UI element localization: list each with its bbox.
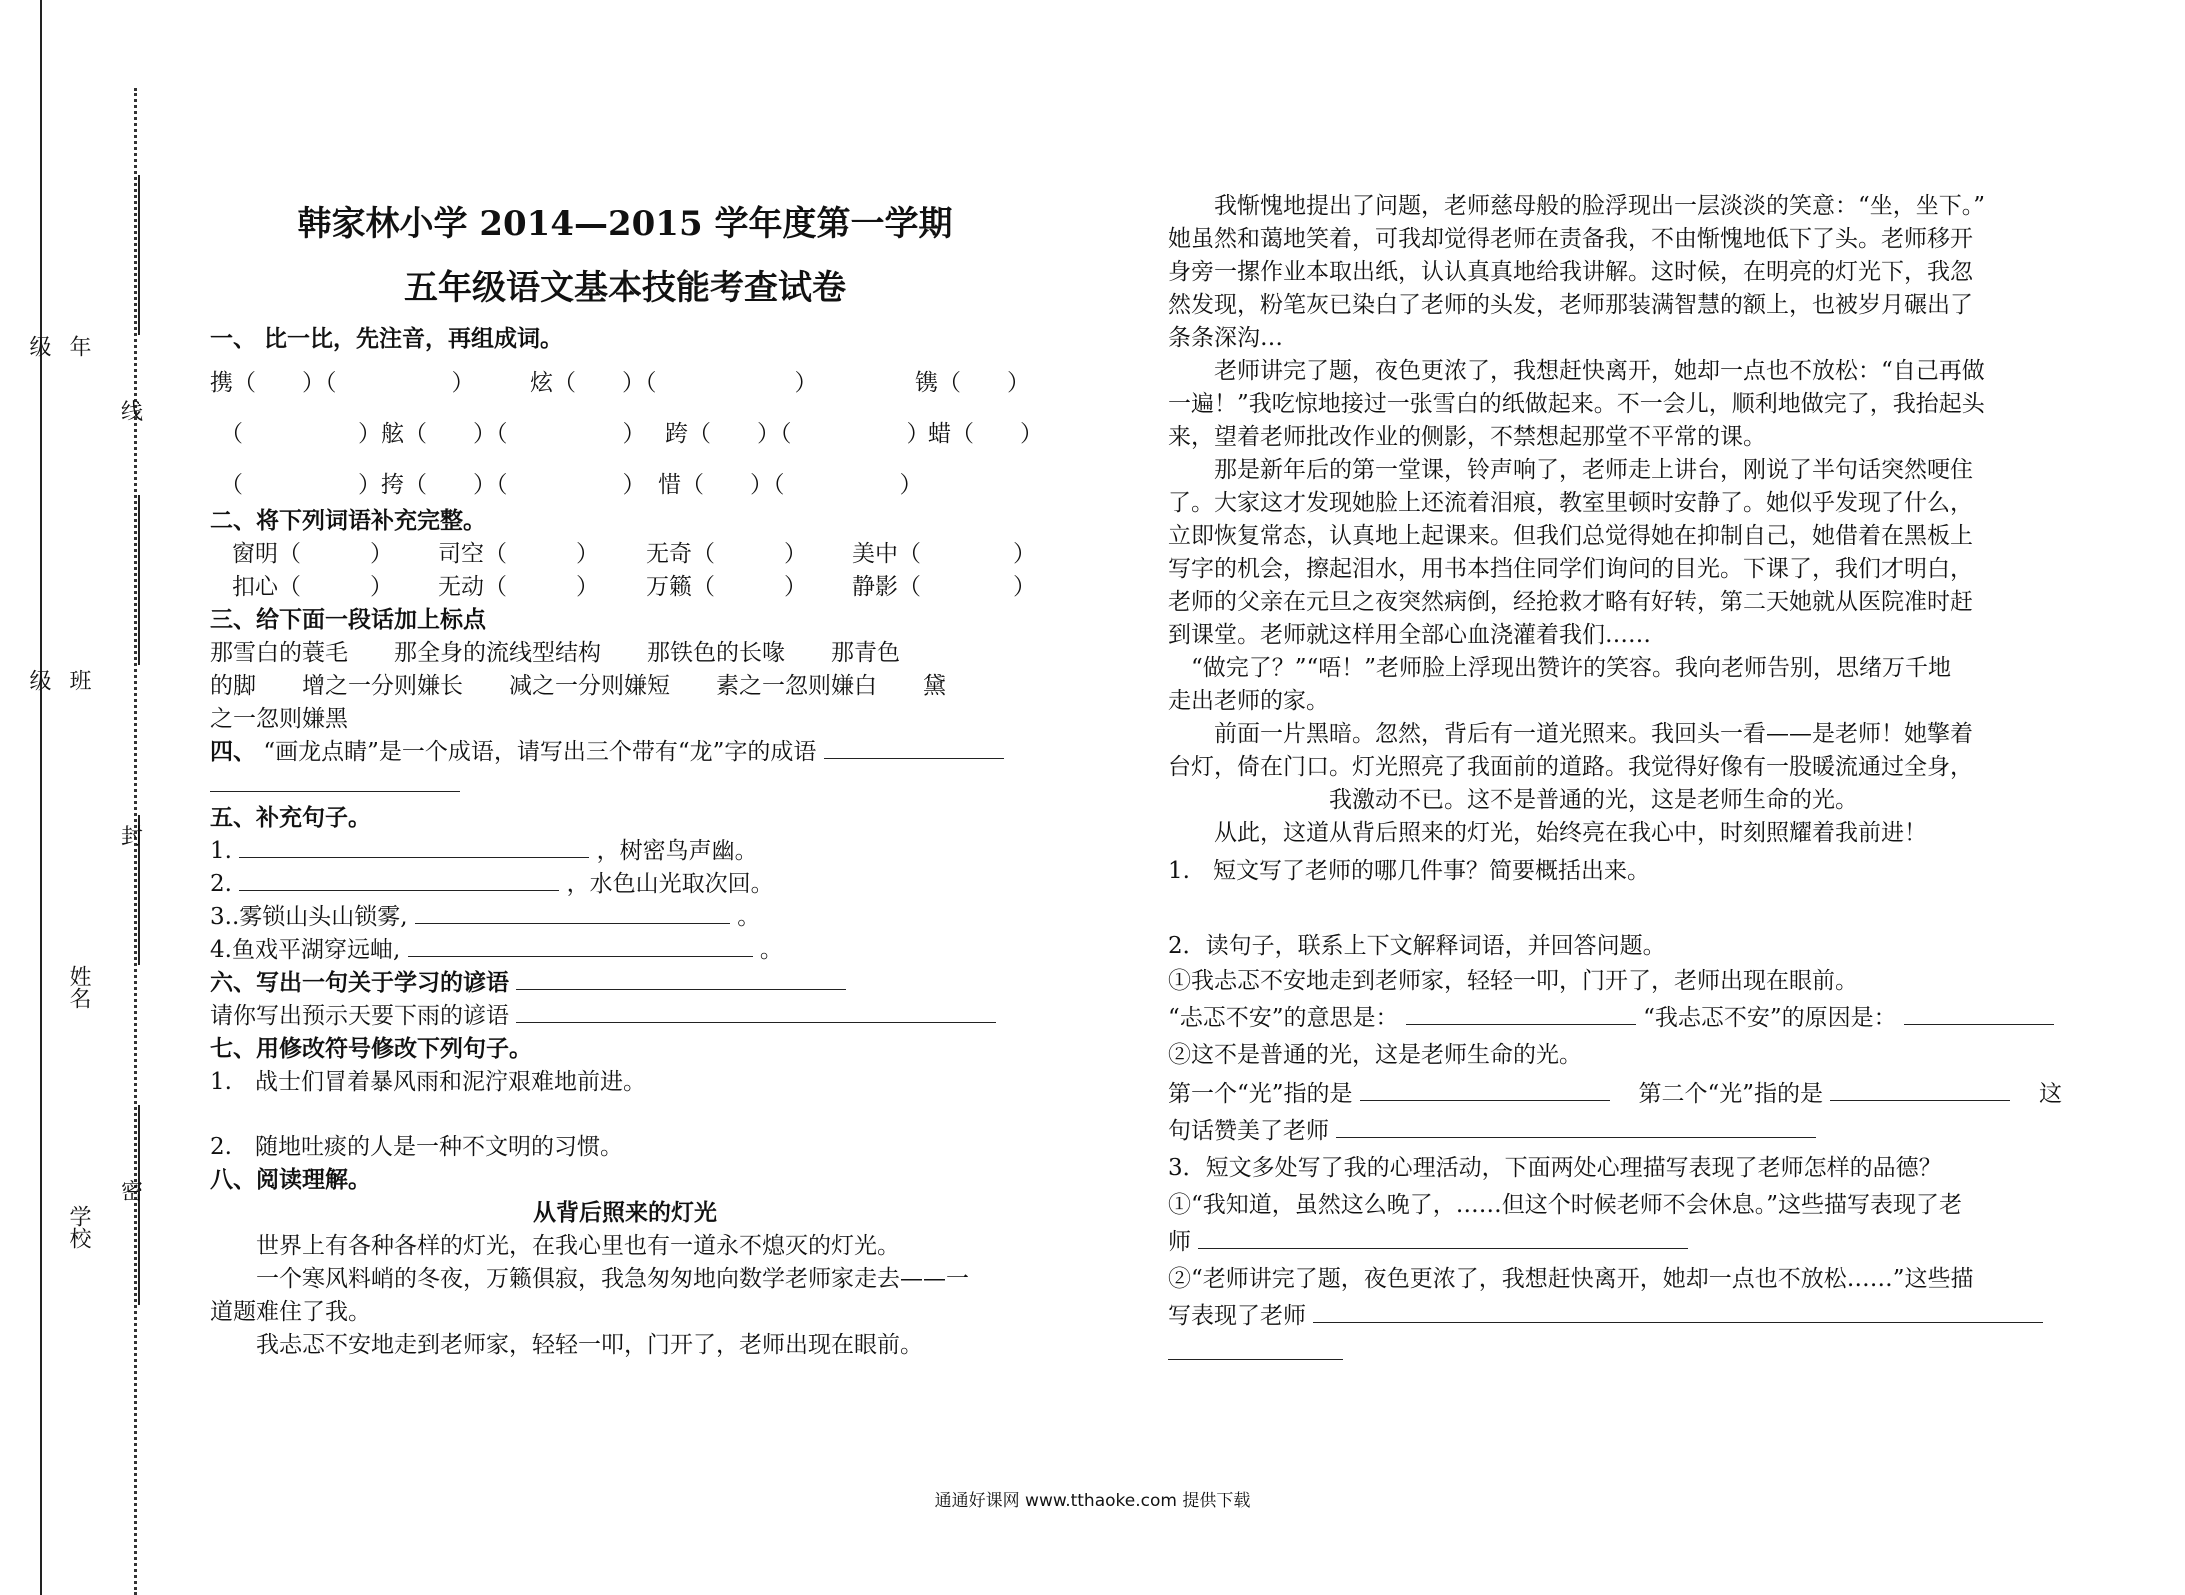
punctuation-passage-line: 的脚 增之一分则嫌长 减之一分则嫌短 素之一忽则嫌白 黛 <box>210 673 946 699</box>
story-line: 身旁一摞作业本取出纸，认认真真地给我讲解。这时候，在明亮的灯光下，我忽 <box>1168 259 1973 285</box>
sentence-head: 4.鱼戏平湖穿远岫, <box>210 937 401 963</box>
question-2: 2．读句子，联系上下文解释词语，并回答问题。 <box>1168 933 1666 959</box>
story-line: 到课堂。老师就这样用全部心血浇灌着我们…… <box>1168 622 1651 648</box>
pinyin-blank[interactable]: （ ）挎（ ）（ ） <box>220 472 646 498</box>
story-line: 老师的父亲在元旦之夜突然病倒，经抢救才略有好转，第二天她就从医院准时赶 <box>1168 589 1973 615</box>
question-3-answer-2 <box>1168 1300 2043 1333</box>
sentence-tail: ，树密鸟声幽。 <box>596 838 758 864</box>
story-line: 老师讲完了题，夜色更浓了，我想赶快离开，她却一点也不放松：“自己再做 <box>1168 358 1985 384</box>
class-line[interactable] <box>138 495 140 665</box>
section-8-heading: 八、阅读理解。 <box>210 1167 371 1193</box>
class-field <box>26 495 98 695</box>
question-3-continuation <box>1168 1337 1343 1370</box>
answer-blank[interactable] <box>1830 1078 2010 1101</box>
answer-blank[interactable] <box>408 934 753 957</box>
fill-sentence-4 <box>210 934 783 967</box>
story-line: 从此，这道从背后照来的灯光，始终亮在我心中，时刻照耀着我前进！ <box>1168 820 1927 846</box>
question-3-sentence-1: ①“我知道，虽然这么晚了，……但这个时候老师不会休息。”这些描写表现了老 <box>1168 1192 1963 1218</box>
answer-blank[interactable] <box>415 901 730 924</box>
punctuation-passage-line: 那雪白的蓑毛 那全身的流线型结构 那铁色的长喙 那青色 <box>210 640 900 666</box>
answer-blank[interactable] <box>1904 1002 2054 1025</box>
story-line: 立即恢复常态，认真地上起课来。但我们总觉得她在抑制自己，她借着在黑板上 <box>1168 523 1973 549</box>
proverb-prompt: 请你写出预示天要下雨的谚语 <box>210 1003 509 1029</box>
school-label: 学校 <box>66 1205 91 1249</box>
story-line: 台灯，倚在门口。灯光照亮了我面前的道路。我觉得好像有一股暖流通过全身， <box>1168 754 1973 780</box>
exam-title: 韩家林小学 2014—2015 学年度第一学期 <box>297 204 953 244</box>
grade-label: 年级 <box>26 335 91 357</box>
revise-sentence-1: 1. 战士们冒着暴风雨和泥泞艰难地前进。 <box>210 1069 646 1095</box>
fill-sentence-3 <box>210 901 760 934</box>
section-2-heading: 二、将下列词语补充完整。 <box>210 508 486 534</box>
section-1-heading: 一、 比一比，先注音，再组成词。 <box>210 326 564 352</box>
section-4-continuation <box>210 769 460 802</box>
story-line: 一个寒风料峭的冬夜，万籁俱寂，我急匆匆地向数学老师家走去——一 <box>210 1266 969 1292</box>
story-title: 从背后照来的灯光 <box>533 1200 717 1226</box>
punctuation-passage-line: 之一忽则嫌黑 <box>210 706 348 732</box>
class-label: 班级 <box>26 669 91 691</box>
fill-sentence-1 <box>210 835 758 868</box>
continuation-word: 这 <box>2038 1081 2062 1107</box>
praise-prompt: 句话赞美了老师 <box>1168 1118 1329 1144</box>
story-line: 我激动不已。这不是普通的光，这是老师生命的光。 <box>1168 787 1858 813</box>
answer-blank[interactable] <box>516 1000 996 1023</box>
pinyin-blank[interactable]: 携（ ）（ ） <box>210 370 475 396</box>
page-border <box>40 0 42 1595</box>
section-1-row-2 <box>210 418 1043 451</box>
pinyin-blank[interactable]: 跨（ ）（ ） <box>665 421 930 447</box>
name-field <box>58 815 98 1015</box>
answer-blank[interactable] <box>516 967 846 990</box>
story-line: 我惭愧地提出了问题，老师慈母般的脸浮现出一层淡淡的笑意：“坐，坐下。” <box>1168 193 1986 219</box>
answer-blank[interactable] <box>1168 1337 1343 1360</box>
question-1: 1. 短文写了老师的哪几件事？简要概括出来。 <box>1168 858 1650 884</box>
question-2-part-c <box>1168 1115 1816 1148</box>
question-2-sentence-2: ②这不是普通的光，这是老师生命的光。 <box>1168 1042 1582 1068</box>
section-5-heading: 五、补充句子。 <box>210 805 371 831</box>
section-4-heading: 四、 <box>210 739 256 765</box>
story-line: “做完了？”“唔！”老师脸上浮现出赞许的笑容。我向老师告别，思绪万千地 <box>1168 655 1952 681</box>
reason-prompt: “我忐忑不安”的原因是： <box>1643 1005 1897 1031</box>
answer-blank[interactable] <box>1406 1002 1636 1025</box>
light-1-prompt: 第一个“光”指的是 <box>1168 1081 1353 1107</box>
idiom-blank[interactable]: 无奇（ ） <box>646 541 807 567</box>
story-line: 条条深沟… <box>1168 325 1283 351</box>
story-line: 道题难住了我。 <box>210 1299 371 1325</box>
item-number: 1. <box>210 838 232 864</box>
story-line: 写字的机会，擦起泪水，用书本挡住同学们询问的目光。下课了，我们才明白， <box>1168 556 1973 582</box>
seal-char-feng: 封 <box>120 825 143 850</box>
question-2-sentence-1: ①我忐忑不安地走到老师家，轻轻一叩，门开了，老师出现在眼前。 <box>1168 968 1858 994</box>
question-3-sentence-2: ②“老师讲完了题，夜色更浓了，我想赶快离开，她却一点也不放松……”这些描 <box>1168 1266 1974 1292</box>
pinyin-blank[interactable]: 镌（ ） <box>915 370 1030 396</box>
idiom-blank[interactable]: 美中（ ） <box>852 541 1036 567</box>
pinyin-blank[interactable]: 蜡（ ） <box>928 421 1043 447</box>
grade-line[interactable] <box>138 175 140 335</box>
school-field <box>58 1105 98 1305</box>
idiom-blank[interactable]: 万籁（ ） <box>646 574 807 600</box>
sentence-tail: ，水色山光取次回。 <box>566 871 774 897</box>
revise-sentence-2: 2. 随地吐痰的人是一种不文明的习惯。 <box>210 1134 623 1160</box>
seal-char-xian: 线 <box>120 400 143 425</box>
item-number: 2. <box>210 871 232 897</box>
section-6-line-2 <box>210 1000 996 1033</box>
answer-prefix: 写表现了老师 <box>1168 1303 1306 1329</box>
light-2-prompt: 第二个“光”指的是 <box>1638 1081 1823 1107</box>
question-3: 3．短文多处写了我的心理活动，下面两处心理描写表现了老师怎样的品德？ <box>1168 1155 1942 1181</box>
story-line: 一遍！”我吃惊地接过一张雪白的纸做起来。不一会儿，顺利地做完了，我抬起头 <box>1168 391 1985 417</box>
section-4-prompt: “画龙点睛”是一个成语，请写出三个带有“龙”字的成语 <box>263 739 817 765</box>
idiom-blank[interactable]: 无动（ ） <box>438 574 599 600</box>
story-line: 前面一片黑暗。忽然，背后有一道光照来。我回头一看——是老师！她擎着 <box>1168 721 1973 747</box>
story-line: 世界上有各种各样的灯光，在我心里也有一道永不熄灭的灯光。 <box>210 1233 900 1259</box>
question-3-answer-1 <box>1168 1226 1688 1259</box>
answer-blank[interactable] <box>1313 1300 2043 1323</box>
section-2-row-1 <box>210 538 1040 571</box>
answer-prefix: 师 <box>1168 1229 1191 1255</box>
story-line: 走出老师的家。 <box>1168 688 1329 714</box>
idiom-blank[interactable]: 扣心（ ） <box>232 574 393 600</box>
sentence-tail: 。 <box>737 904 761 930</box>
section-7-heading: 七、用修改符号修改下列句子。 <box>210 1036 532 1062</box>
story-line: 来，望着老师批改作业的侧影，不禁想起那堂不平常的课。 <box>1168 424 1766 450</box>
section-4-line <box>210 736 1004 769</box>
answer-blank[interactable] <box>824 736 1004 759</box>
section-1-row-3 <box>210 469 1040 502</box>
story-line: 那是新年后的第一堂课，铃声响了，老师走上讲台，刚说了半句话突然哽住 <box>1168 457 1973 483</box>
pinyin-blank[interactable]: （ ）舷（ ）（ ） <box>220 421 646 447</box>
meaning-prompt: “忐忑不安”的意思是： <box>1168 1005 1399 1031</box>
pinyin-blank[interactable]: 惜（ ）（ ） <box>658 472 923 498</box>
answer-blank[interactable] <box>1360 1078 1610 1101</box>
sentence-tail: 。 <box>759 937 783 963</box>
answer-blank[interactable] <box>1198 1226 1688 1249</box>
fill-sentence-2 <box>210 868 774 901</box>
section-2-row-2 <box>210 571 1040 604</box>
name-label: 姓名 <box>66 965 91 1009</box>
pinyin-blank[interactable]: 炫（ ）（ ） <box>530 370 818 396</box>
idiom-blank[interactable]: 静影（ ） <box>852 574 1036 600</box>
question-2-part-a <box>1168 1002 2054 1035</box>
answer-blank[interactable] <box>210 769 460 792</box>
idiom-blank[interactable]: 司空（ ） <box>438 541 599 567</box>
sentence-head: 3..雾锁山头山锁雾, <box>210 904 408 930</box>
answer-blank[interactable] <box>239 868 559 891</box>
exam-subtitle: 五年级语文基本技能考查试卷 <box>404 268 846 308</box>
section-1-row-1 <box>210 367 1040 400</box>
idiom-blank[interactable]: 窗明（ ） <box>232 541 393 567</box>
story-line: 然发现，粉笔灰已染白了老师的头发，老师那装满智慧的额上，也被岁月碾出了 <box>1168 292 1973 318</box>
question-2-part-b <box>1168 1078 2062 1111</box>
section-6-heading: 六、写出一句关于学习的谚语 <box>210 970 509 996</box>
story-line: 她虽然和蔼地笑着，可我却觉得老师在责备我，不由惭愧地低下了头。老师移开 <box>1168 226 1973 252</box>
answer-blank[interactable] <box>1336 1115 1816 1138</box>
story-line: 我忐忑不安地走到老师家，轻轻一叩，门开了，老师出现在眼前。 <box>210 1332 923 1358</box>
footer-credit: 通通好课网 www.tthaoke.com 提供下载 <box>934 1491 1251 1511</box>
section-3-heading: 三、给下面一段话加上标点 <box>210 607 486 633</box>
story-line: 了。大家这才发现她脸上还流着泪痕，教室里顿时安静了。她似乎发现了什么， <box>1168 490 1973 516</box>
section-6-line-1 <box>210 967 846 1000</box>
grade-field <box>26 175 98 357</box>
answer-blank[interactable] <box>239 835 589 858</box>
seal-char-mi: 密 <box>120 1180 143 1205</box>
